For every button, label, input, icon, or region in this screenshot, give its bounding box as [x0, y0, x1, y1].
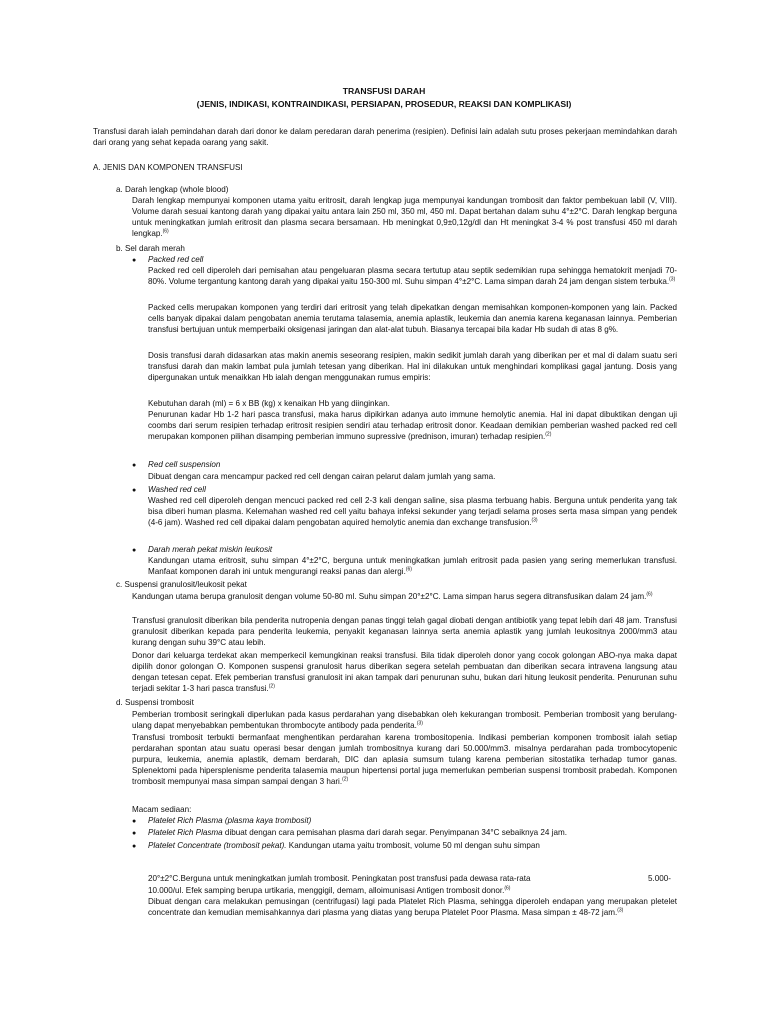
thrombocyte-paragraph-1: Pemberian trombosit seringkali diperlukan pada kasus perdarahan yang disebabkan oleh kekurangan trombosit. Pemberian trombosit yang berulang-ulang dapat menyebabkan pembentukan thrombocyte antibody pada penderita.$^{(3)}$: [132, 710, 677, 730]
packed-red-cell-paragraph-3: Dosis transfusi darah didasarkan atas makin anemis seseorang resipien, makin sedikit jumlah darah yang diberikan per et mal di dalam suatu seri transfusi darah dan makin lambat pula jumlah tetesan yang diberikan. Hal ini dilakukan untuk menghindari komplikasi gagal jantung. Dosis yang dipergunakan untuk menaikkan Hb ialah dengan menggunakan rumus empiris:: [148, 351, 677, 382]
packed-red-cell-title: Packed red cell: [148, 255, 204, 264]
heading-whole-blood: a. Darah lengkap (whole blood): [116, 185, 229, 194]
platelet-concentrate-line: Platelet Concentrate (trombosit pekat). Kandungan utama yaitu trombosit, volume 50 ml dengan suhu simpan: [148, 841, 540, 850]
packed-red-cell-paragraph-4: Penurunan kadar Hb 1-2 hari pasca transfusi, maka harus dipikirkan adanya auto immune hemolytic anemia. Hal ini dapat dibuktikan dengan uji coombs dari serum resipien terhadap eritrosit resipien sendiri atau terhadap eritrosit donor. Keadaan demikian pemberian washed packed red cell merupakan komponen pilihan disamping pemberian immuno supressive (prednison, imuran) terhadap resipien.$^{(2)}$: [148, 410, 677, 441]
bullet-icon: ●: [132, 462, 137, 469]
granulocyte-paragraph-1: Kandungan utama berupa granulosit dengan volume 50-80 ml. Suhu simpan 20°±2°C. Lama simpan harus segera ditransfusikan dalam 24 jam.$^{(6)}$: [132, 591, 653, 601]
red-cell-suspension-title: Red cell suspension: [148, 460, 221, 469]
heading-granulocyte: c. Suspensi granulosit/leukosit pekat: [116, 580, 247, 589]
leukocyte-poor-paragraph: Kandungan utama eritrosit, suhu simpan 4°±2°C, berguna untuk meningkatkan jumlah eritrosit pada pasien yang sering memerlukan transfusi. Manfaat komponen darah ini untuk mengurangi reaksi panas dan alergi.$^{(6)}$: [148, 556, 677, 576]
bullet-icon: ●: [132, 830, 137, 837]
granulocyte-paragraph-2: Transfusi granulosit diberikan bila penderita nutropenia dengan panas tinggi telah gagal diobati dengan antibiotik yang tepat lebih dari 48 jam. Transfusi granulosit diberikan kepada para penderita leukemia, penyakit keganasan lainnya serta anemia aplastik yang jumlah leukositnya 2000/mm3 atau kurang dengan suhu 39°C atau lebih.: [132, 616, 677, 647]
blood-need-formula: Kebutuhan darah (ml) = 6 x BB (kg) x kenaikan Hb yang diinginkan.: [148, 399, 390, 408]
intro-paragraph: Transfusi darah ialah pemindahan darah dari donor ke dalam peredaran darah penerima (resipien). Definisi lain adalah sutu proses pekerjaan memindahkan darah dari orang yang sehat kepada oarang yang sakit.: [93, 127, 677, 147]
page-subtitle: (JENIS, INDIKASI, KONTRAINDIKASI, PERSIAPAN, PROSEDUR, REAKSI DAN KOMPLIKASI): [196, 99, 572, 109]
thrombocyte-paragraph-2: Transfusi trombosit terbukti bermanfaat menghentikan perdarahan karena trombositopenia. Indikasi pemberian komponen trombosit ialah setiap perdarahan spontan atau suatu operasi besar dengan jumlah trombositnya kurang dari 50.000/mm3. misalnya perdarahan pada trombocytopenic purpura, leukemia, anemia aplastik, demam berdarah, DIC dan aplasia sumsum tulang karena pemberian sitostatika terhadap tumor ganas. Splenektomi pada hipersplenisme penderita talasemia maupun hipertensi portal juga memerlukan pemberian suspensi trombosit prabedah. Komponen trombosit mempunyai masa simpan sampai dengan 3 hari.$^{(2)}$: [132, 733, 677, 786]
prp-title: Platelet Rich Plasma (plasma kaya trombosit): [148, 816, 312, 825]
bullet-icon: ●: [132, 843, 137, 850]
red-cell-suspension-text: Dibuat dengan cara mencampur packed red cell dengan cairan pelarut dalam jumlah yang sama.: [148, 472, 496, 481]
bullet-icon: ●: [132, 818, 137, 825]
washed-red-cell-title: Washed red cell: [148, 485, 206, 494]
whole-blood-paragraph: Darah lengkap mempunyai komponen utama yaitu eritrosit, darah lengkap juga mempunyai kandungan trombosit dan faktor pembekuan labil (V, VIII). Volume darah sesuai kantong darah yang dipakai yaitu antara lain 250 ml, 350 ml, 450 ml. Dapat bertahan dalam suhu 4°±2°C. Darah lengkap berguna untuk meningkatkan jumlah eritrosit dan plasma secara bersamaan. Hb meningkat 0,9±0,12g/dl dan Ht meningkat 3-4 % post transfusi 450 ml darah lengkap.$^{(6)}$: [132, 196, 677, 238]
prp-description: Platelet Rich Plasma dibuat dengan cara pemisahan plasma dari darah segar. Penyimpanan 34°C sebaiknya 24 jam.: [148, 828, 567, 837]
platelet-concentrate-cont-3: Dibuat dengan cara melakukan pemusingan (centrifugasi) lagi pada Platelet Rich Plasma, sehingga diperoleh endapan yang merupakan pletelet concentrate dan kemudian memisahkannya dari plasma yang diatas yang berupa Platelet Poor Plasma. Masa simpan ± 48-72 jam.$^{(3)}$: [148, 897, 677, 917]
platelet-concentrate-cont-1: 20°±2°C.Berguna untuk meningkatkan jumlah trombosit. Peningkatan post transfusi pada dewasa rata-rata: [148, 874, 531, 883]
heading-red-cell: b. Sel darah merah: [116, 244, 185, 253]
granulocyte-paragraph-3: Donor dari keluarga terdekat akan memperkecil kemungkinan reaksi transfusi. Bila tidak diperoleh donor yang cocok golongan ABO-nya maka dapat dipilih donor golongan O. Komponen suspensi granulosit harus diberikan segera setelah pembuatan dan diberikan secara intravena langsung atau dengan tetesan cepat. Efek pemberian transfusi granulosit ini akan tampak dari penurunan suhu, bukan dari hitung leukosit penderita. Penurunan suhu terjadi sekitar 1-3 hari pasca transfusi.$^{(2)}$: [132, 651, 677, 693]
bullet-icon: ●: [132, 257, 137, 264]
packed-red-cell-paragraph-2: Packed cells merupakan komponen yang terdiri dari eritrosit yang telah dipekatkan dengan memisahkan komponen-komponen yang lain. Packed cells banyak dipakai dalam pengobatan anemia terutama talasemia, anemia aplastik, leukemia dan anemia karena keganasan lainnya. Pemberian transfusi bertujuan untuk memperbaiki oksigenasi jaringan dan alat-alat tubuh. Biasanya tercapai bila kadar Hb sudah di atas 8 g%.: [148, 303, 677, 334]
bullet-icon: ●: [132, 487, 137, 494]
packed-red-cell-paragraph-1: Packed red cell diperoleh dari pemisahan atau pengeluaran plasma secara tertutup atau septik sedemikian rupa sehingga hematokrit menjadi 70-80%. Volume tergantung kantong darah yang dipakai yaitu 150-300 ml. Suhu simpan 4°±2°C. Lama simpan darah 24 jam dengan sistem terbuka.$^{(3)}$: [148, 266, 677, 286]
bullet-icon: ●: [132, 547, 137, 554]
heading-thrombocyte: d. Suspensi trombosit: [116, 698, 194, 707]
platelet-increase-number: 5.000-: [648, 874, 671, 883]
washed-red-cell-paragraph: Washed red cell diperoleh dengan mencuci packed red cell 2-3 kali dengan saline, sisa plasma terbuang habis. Berguna untuk penderita yang tak bisa diberi human plasma. Kelemahan washed red cell yaitu bahaya infeksi sekunder yang terjadi selama proses serta masa simpan yang pendek (4-6 jam). Washed red cell dipakai dalam pengobatan aquired hemolytic anemia dan exchange transfusion.$^{(3)}$: [148, 496, 677, 527]
leukocyte-poor-title: Darah merah pekat miskin leukosit: [148, 545, 273, 554]
page-title: TRANSFUSI DARAH: [342, 86, 426, 96]
platelet-concentrate-cont-2: 10.000/ul. Efek samping berupa urtikaria, menggigil, demam, alloimunisasi Antigen trombosit donor.$^{(6)}$: [148, 885, 511, 895]
section-a-heading: A. JENIS DAN KOMPONEN TRANSFUSI: [93, 163, 243, 172]
preparation-types-label: Macam sediaan:: [132, 805, 192, 814]
